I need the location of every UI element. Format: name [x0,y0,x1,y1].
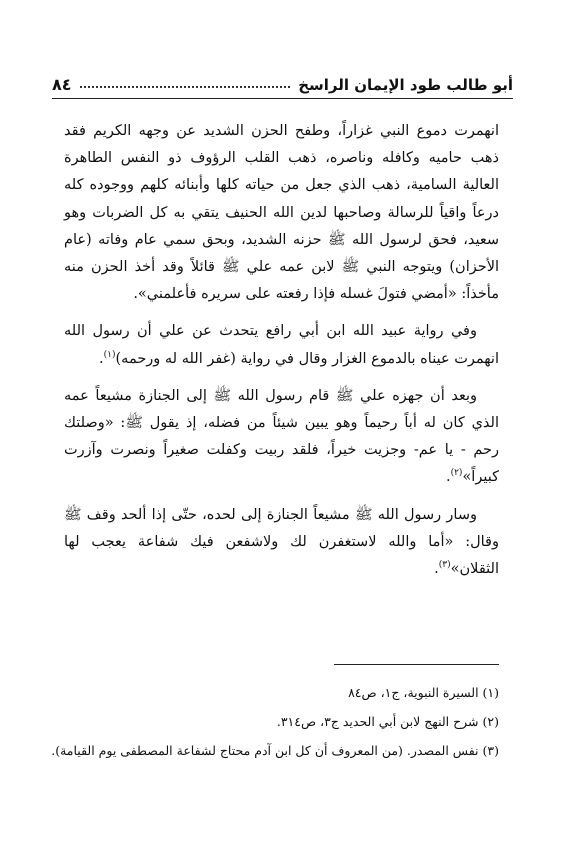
header-rule [52,98,513,99]
header-dot-leader [80,86,291,88]
footnote: (٣) نفس المصدر. (من المعروف أن كل ابن آدم محتاج لشفاعة المصطفى يوم القيامة). [51,743,499,758]
running-header [52,64,513,94]
footnotes [51,678,499,765]
footnote-separator [334,664,499,665]
footnote-ref: (٢) [450,468,463,479]
paragraph: وبعد أن جهزه علي ﷺ قام رسول الله ﷺ إلى الجنازة مشيعاً عمه الذي كان له أباً رحيماً وهو يبين شيئاً من فضله، إذ يقول ﷺ: «وصلتك رحم - يا عم- وجزيت خيراً، فلقد ربيت وكفلت صغيراً ونصرت وآزرت كبيراً»$^{(٢)}$. [64,387,499,486]
book-title: أبو طالب طود الإيمان الراسخ [298,76,513,94]
footnote-ref: (١) [103,349,116,360]
body-text [64,118,499,593]
footnote-ref: (٣) [438,560,451,571]
footnote: (٢) شرح النهج لابن أبي الحديد ج٣، ص٣١٤. [276,714,499,729]
page-number: ٨٤ [52,75,72,94]
paragraph: وفي رواية عبيد الله ابن أبي رافع يتحدث عن علي أن رسول الله انهمرت عيناه بالدموع الغزار وقال في رواية (غفر الله له ورحمه)$^{(١)}$. [64,323,499,367]
paragraph: انهمرت دموع النبي غزاراً، وطفح الحزن الشديد عن وجهه الكريم فقد ذهب حاميه وكافله وناصره، ذهب القلب الرؤوف ذو النفس الطاهرة العالية السامية، ذهب الذي جعل من حياته كلها وأبنائه كلهم ووجوده كله درعاً واقياً للرسالة وصاحبها لدين الله الحنيف يتقي به كل الضربات وهو سعيد، فحق لرسول الله ﷺ حزنه الشديد، وبحق سمي عام وفاته (عام الأحزان) ويتوجه النبي ﷺ لابن عمه علي ﷺ قائلاً وقد أخذ الحزن منه مأخذاً: «أمضي فتولَ غسله فإذا رفعته على سريره فأعلمني». [64,123,499,303]
footnote: (١) السيرة النبوية، ج١، ص٨٤ [348,685,499,700]
paragraph: وسار رسول الله ﷺ مشيعاً الجنازة إلى لحده، حتّى إذا ألحد وقف ﷺ وقال: «أما والله لاستغفرن لك ولاشفعن فيك شفاعة يعجب لها الثقلان»$^{(٣)}$. [64,506,499,578]
